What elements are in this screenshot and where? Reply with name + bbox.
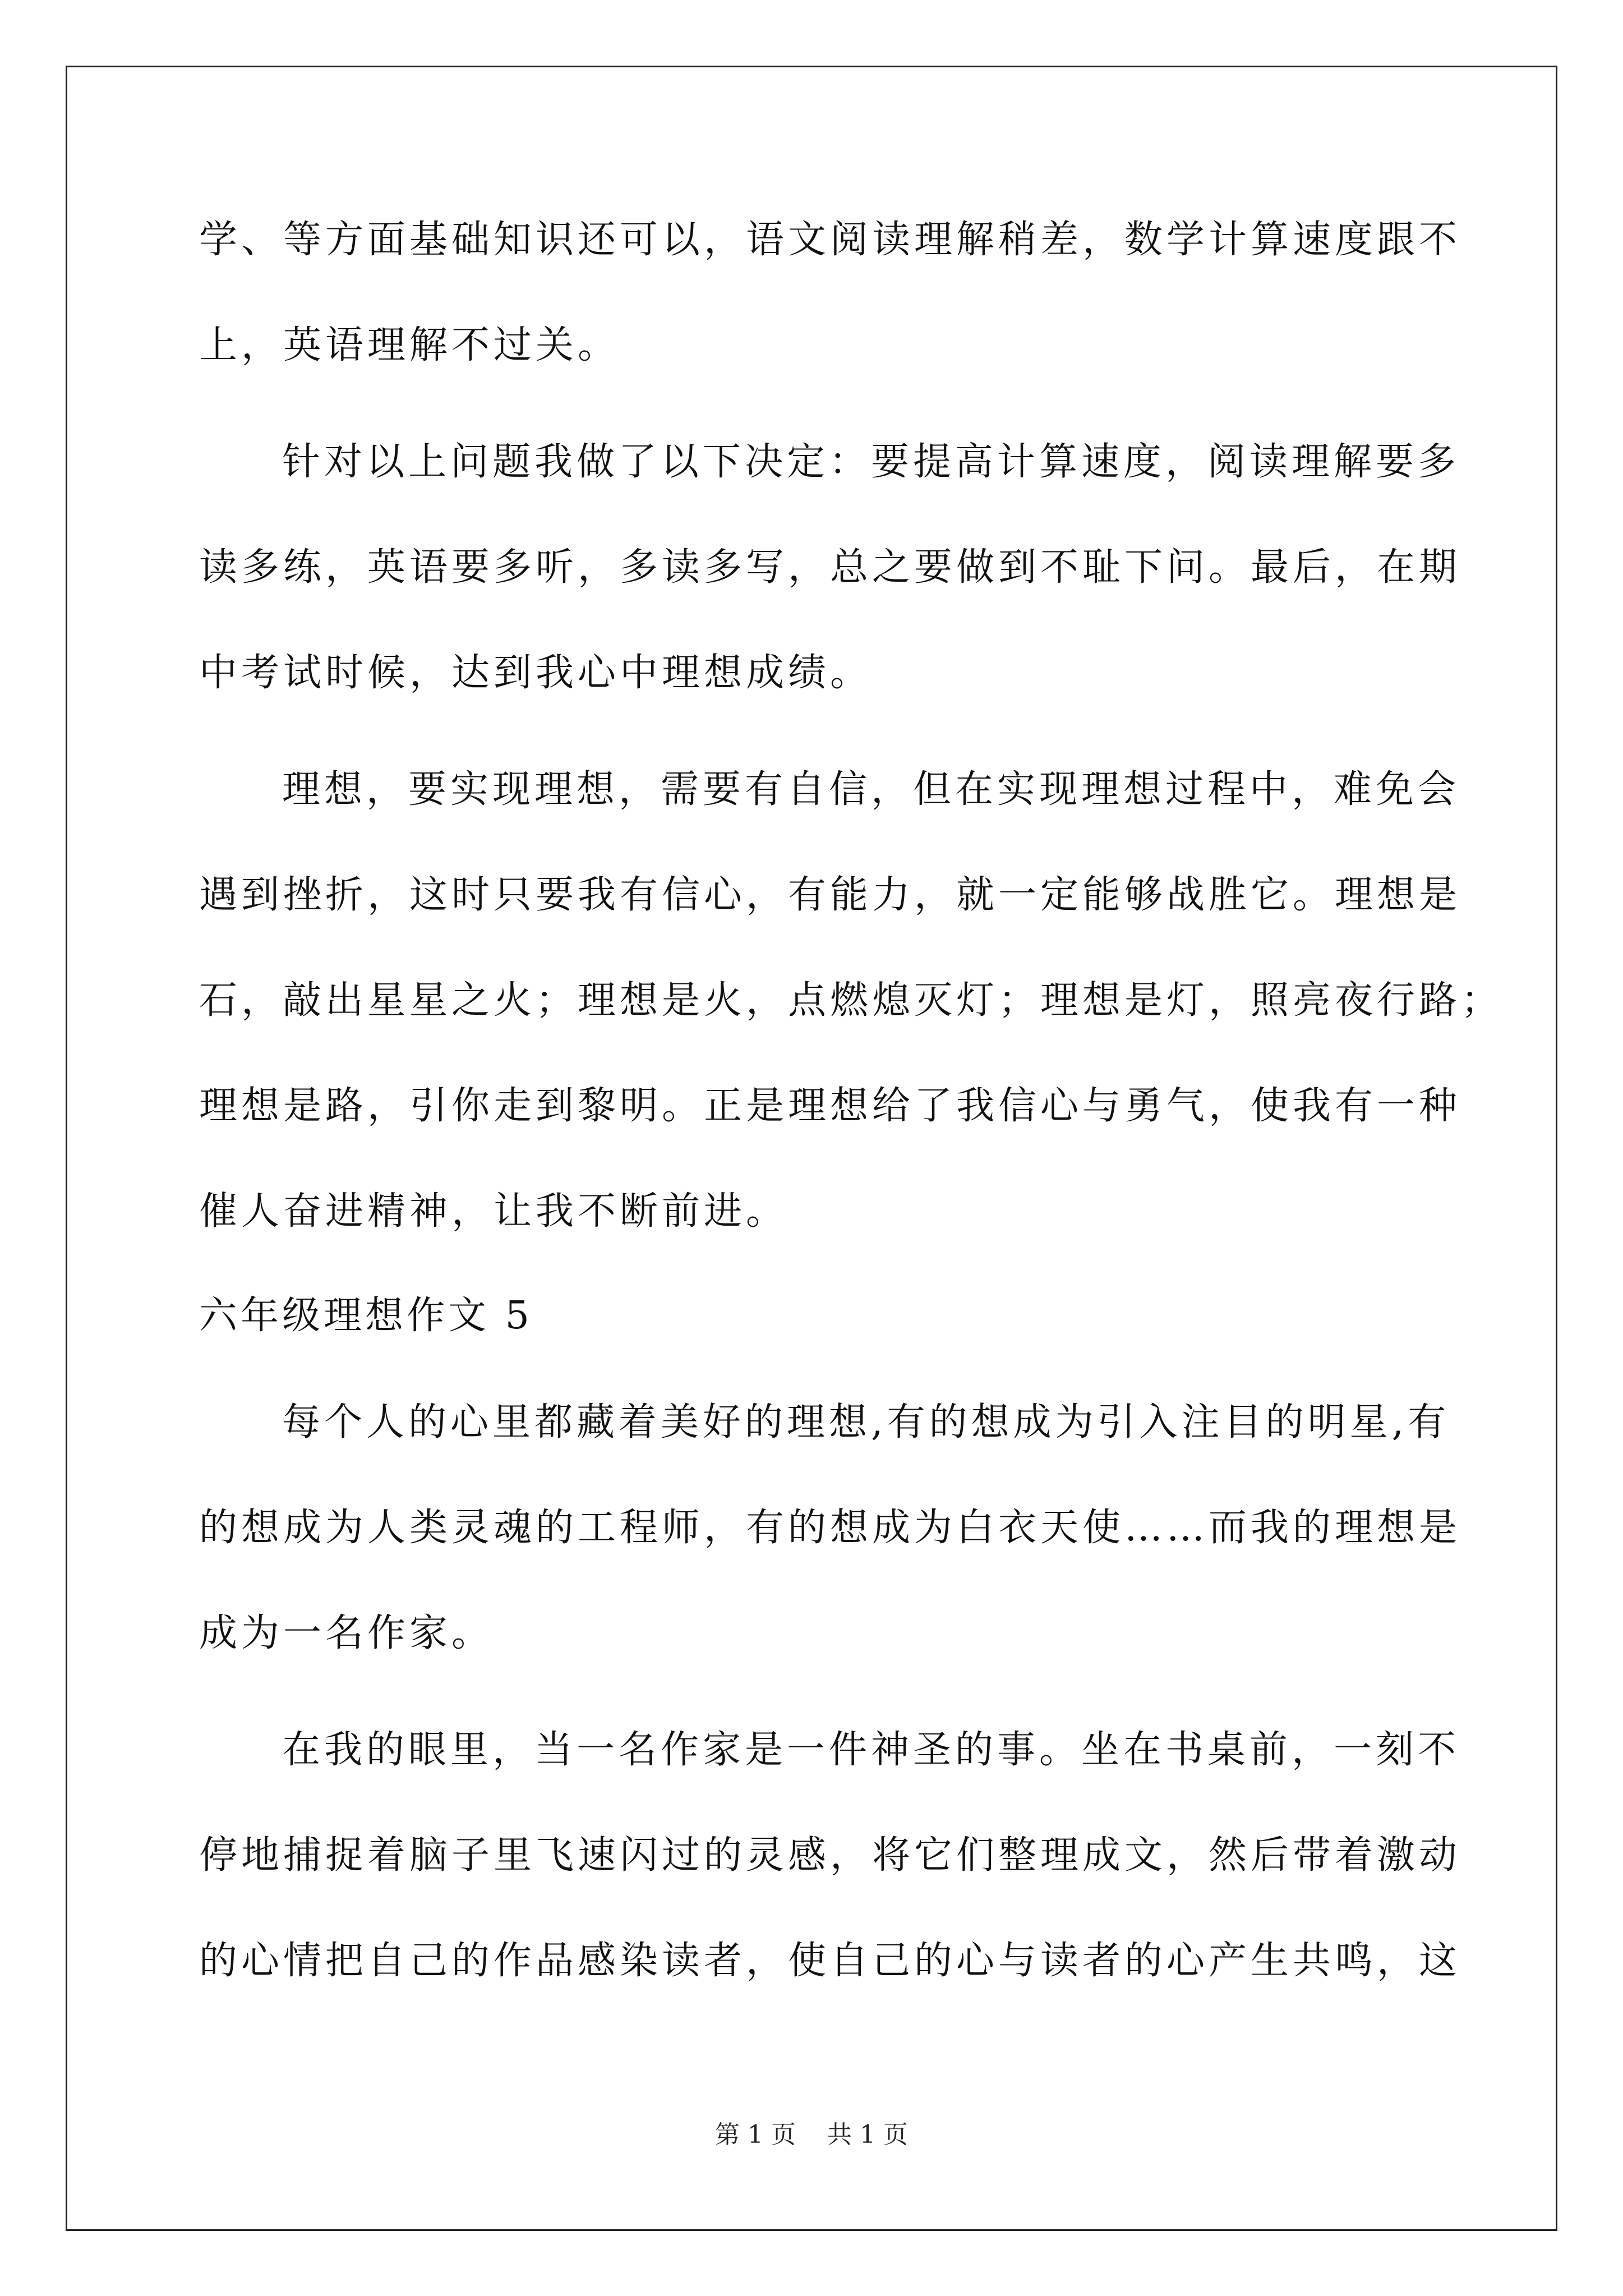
text-line: 的心情把自己的作品感染读者，使自己的心与读者的心产生共鸣，这 (199, 1939, 1461, 1983)
text-line: 理想是路，引你走到黎明。正是理想给了我信心与勇气，使我有一种 (199, 1084, 1461, 1128)
section-heading: 六年级理想作文 5 (199, 1294, 533, 1338)
paragraph-first-line: 在我的眼里，当一名作家是一件神圣的事。坐在书桌前，一刻不 (282, 1728, 1460, 1772)
text-line: 的想成为人类灵魂的工程师，有的想成为白衣天使……而我的理想是 (199, 1506, 1461, 1550)
text-line: 读多练，英语要多听，多读多写，总之要做到不耻下问。最后，在期 (199, 545, 1461, 590)
page-footer: 第 1 页 共 1 页 (715, 2120, 908, 2149)
text-line: 成为一名作家。 (199, 1611, 494, 1655)
text-line: 催人奋进精神，让我不断前进。 (199, 1189, 789, 1234)
paragraph-first-line: 针对以上问题我做了以下决定：要提高计算速度，阅读理解要多 (282, 440, 1460, 484)
text-line: 石，敲出星星之火；理想是火，点燃熄灭灯；理想是灯，照亮夜行路； (199, 978, 1504, 1023)
text-line: 中考试时候，达到我心中理想成绩。 (199, 651, 873, 695)
page-border (66, 66, 1557, 2231)
text-line: 上，英语理解不过关。 (199, 323, 620, 367)
paragraph-first-line: 理想，要实现理想，需要有自信，但在实现理想过程中，难免会 (282, 767, 1460, 812)
text-line: 遇到挫折，这时只要我有信心，有能力，就一定能够战胜它。理想是 (199, 873, 1461, 917)
text-line: 学、等方面基础知识还可以，语文阅读理解稍差，数学计算速度跟不 (199, 218, 1461, 262)
paragraph-first-line: 每个人的心里都藏着美好的理想,有的想成为引入注目的明星,有 (282, 1400, 1450, 1444)
text-line: 停地捕捉着脑子里飞速闪过的灵感，将它们整理成文，然后带着激动 (199, 1833, 1461, 1878)
